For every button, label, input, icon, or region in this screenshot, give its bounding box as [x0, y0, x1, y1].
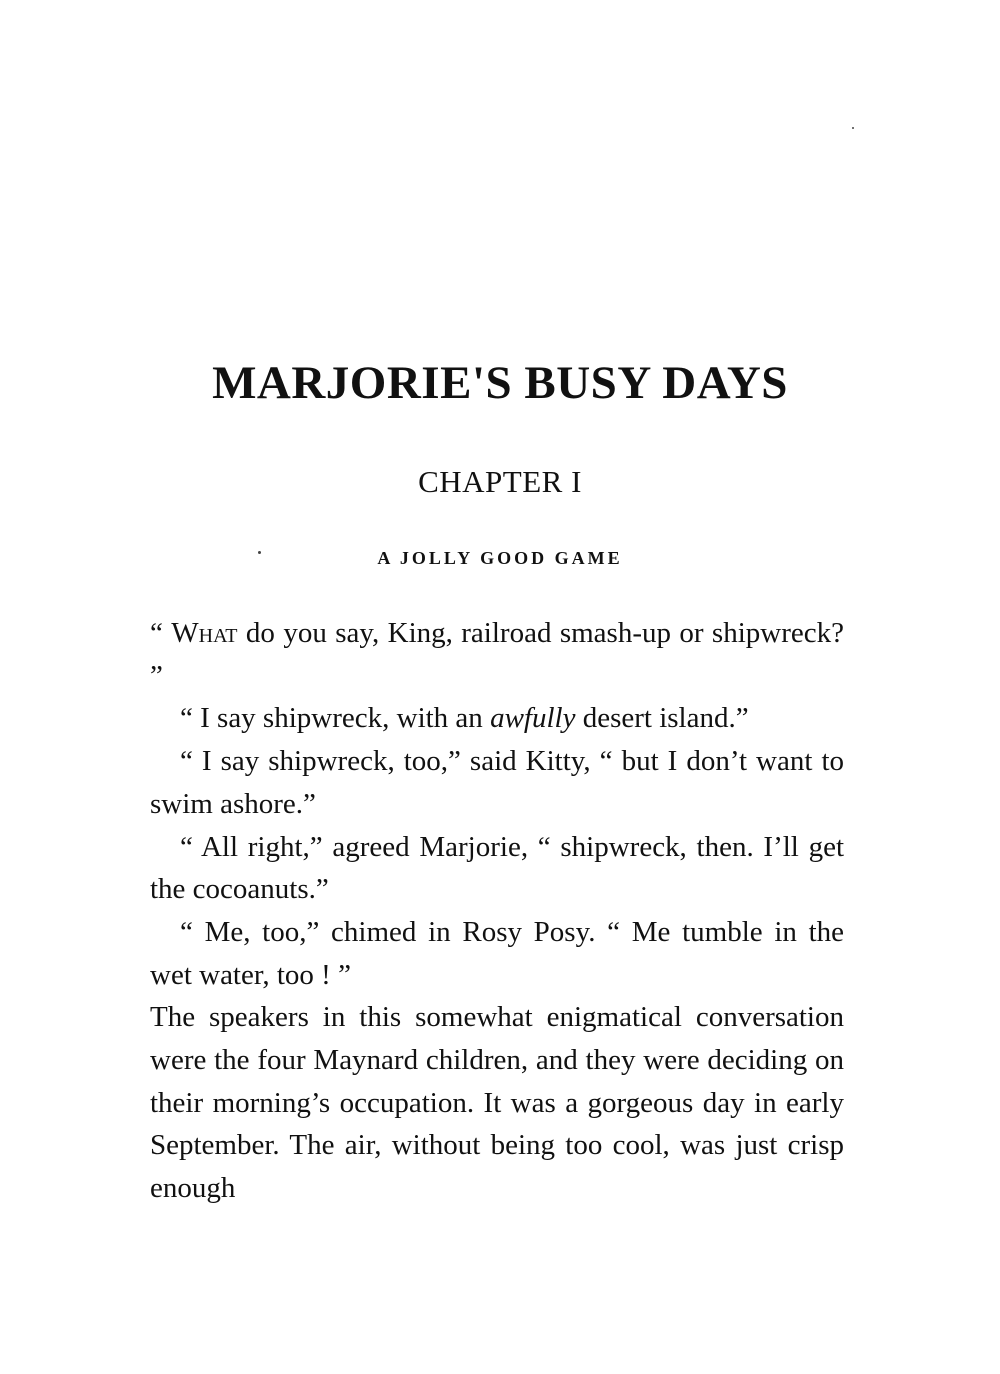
paragraph [150, 697, 844, 740]
paragraph: The speakers in this somewhat enigmatical conversation were the four Maynard children, and they were deciding on their morning’s occupation. It was a gorgeous day in early September. The air, without being too cool, was just crisp enough [150, 1001, 844, 1205]
paragraph-text: “ I say shipwreck, with an [180, 702, 491, 735]
paragraph-text: desert island.” [575, 702, 749, 735]
paragraph: “ Me, too,” chimed in Rosy Posy. “ Me tumble in the wet water, too ! ” [150, 915, 844, 991]
chapter-title: A JOLLY GOOD GAME [377, 548, 623, 568]
open-quote: “ [150, 617, 172, 649]
chapter-body [150, 612, 844, 1210]
paragraph [150, 612, 844, 697]
book-title: MARJORIE'S BUSY DAYS [212, 357, 788, 409]
paragraph: “ All right,” agreed Marjorie, “ shipwreck, then. I’ll get the cocoanuts.” [150, 830, 844, 906]
paragraph-text: do you say, King, railroad smash-up or shipwreck? ” [150, 617, 844, 692]
emphasis-word: awfully [490, 702, 576, 735]
paragraph: “ I say shipwreck, too,” said Kitty, “ but I don’t want to swim ashore.” [150, 745, 844, 820]
chapter-number: CHAPTER I [418, 464, 582, 499]
print-speck [852, 127, 854, 129]
lead-word: What [171, 617, 238, 649]
